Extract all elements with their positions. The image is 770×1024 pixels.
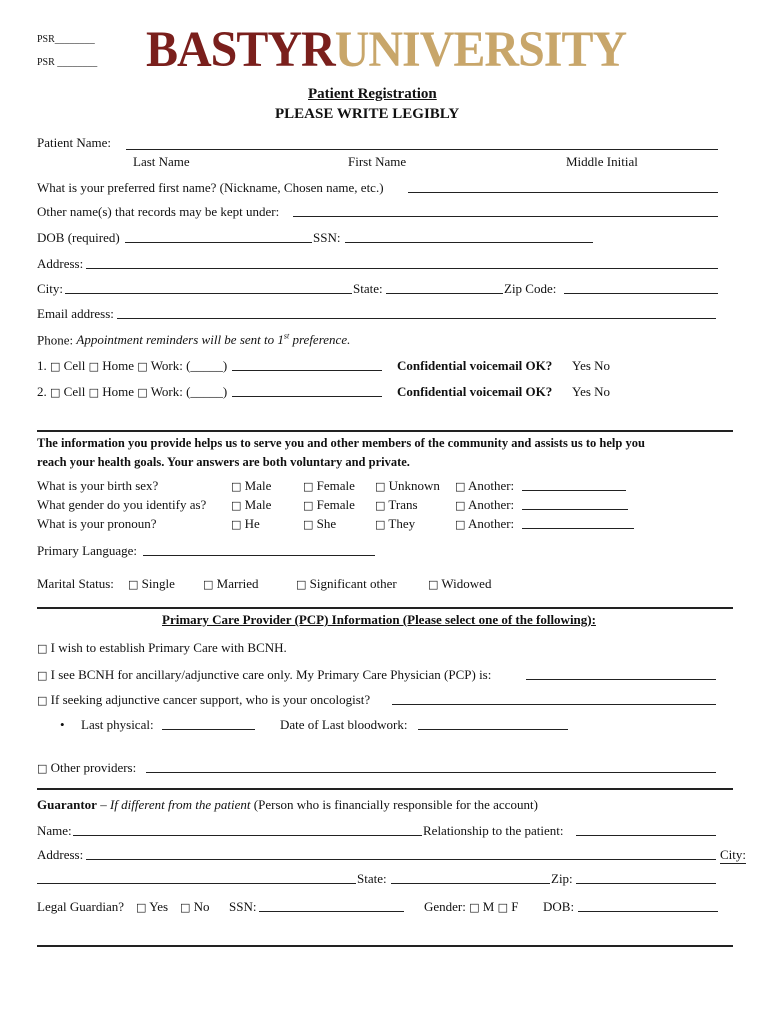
psr-field-2[interactable]: PSR ________ bbox=[37, 57, 98, 68]
bullet-icon: • bbox=[60, 717, 65, 732]
guarantor-name-label: Name: bbox=[37, 823, 72, 838]
guarantor-ssn-input[interactable] bbox=[259, 899, 404, 912]
pronoun-they[interactable]: □ They bbox=[375, 516, 416, 531]
logo-word-2: UNIVERSITY bbox=[334, 21, 627, 78]
checkbox-icon[interactable]: □ bbox=[128, 578, 139, 591]
home-option: Home bbox=[102, 358, 135, 373]
cell-option: Cell bbox=[63, 358, 86, 373]
checkbox-icon[interactable]: □ bbox=[455, 499, 466, 512]
checkbox-icon[interactable]: □ bbox=[375, 518, 386, 531]
state-label: State: bbox=[353, 281, 383, 296]
gender-female[interactable]: □ Female bbox=[303, 497, 355, 512]
guarantor-heading: Guarantor – If different from the patient (Person who is financially responsible for the account) bbox=[37, 797, 538, 812]
last-physical-input[interactable] bbox=[162, 717, 255, 730]
other-names-input[interactable] bbox=[293, 204, 718, 217]
gender-another[interactable]: □ Another: bbox=[455, 497, 515, 512]
guarantor-relationship-label: Relationship to the patient: bbox=[423, 823, 564, 838]
guarantor-relationship-input[interactable] bbox=[576, 823, 716, 836]
guarantor-name-input[interactable] bbox=[73, 823, 422, 836]
address-label: Address: bbox=[37, 256, 84, 271]
guarantor-note-detail: (Person who is financially responsible for the account) bbox=[250, 797, 538, 812]
psr-field-1[interactable]: PSR________ bbox=[37, 34, 95, 45]
section-divider bbox=[37, 945, 733, 947]
checkbox-icon[interactable]: □ bbox=[50, 386, 61, 399]
bloodwork-label: Date of Last bloodwork: bbox=[280, 717, 408, 732]
dob-input[interactable] bbox=[125, 230, 312, 243]
checkbox-icon[interactable]: □ bbox=[37, 642, 48, 655]
first-name-caption: First Name bbox=[348, 154, 407, 169]
birth-sex-male[interactable]: □ Male bbox=[231, 478, 272, 493]
checkbox-icon[interactable]: □ bbox=[136, 901, 147, 914]
guarantor-note: If different from the patient bbox=[109, 797, 251, 812]
gender-f[interactable]: F bbox=[511, 899, 519, 914]
oncologist-input[interactable] bbox=[392, 692, 716, 705]
birth-sex-question: What is your birth sex? bbox=[37, 478, 159, 493]
legal-guardian-no[interactable]: □ No bbox=[180, 899, 210, 914]
info-text-line-2: reach your health goals. Your answers are both voluntary and private. bbox=[37, 455, 410, 469]
legal-guardian-yes[interactable]: □ Yes bbox=[136, 899, 169, 914]
phone-2-input[interactable] bbox=[232, 384, 382, 397]
checkbox-icon[interactable]: □ bbox=[37, 669, 48, 682]
pronoun-another[interactable]: □ Another: bbox=[455, 516, 515, 531]
section-divider bbox=[37, 788, 733, 790]
checkbox-icon[interactable]: □ bbox=[231, 480, 242, 493]
patient-name-input[interactable] bbox=[126, 135, 718, 150]
home-option: Home bbox=[102, 384, 135, 399]
pronoun-another-input[interactable] bbox=[522, 516, 634, 529]
ssn-input[interactable] bbox=[345, 230, 593, 243]
primary-language-label: Primary Language: bbox=[37, 543, 137, 558]
checkbox-icon[interactable]: □ bbox=[303, 480, 314, 493]
phone-1-input[interactable] bbox=[232, 358, 382, 371]
pronoun-question: What is your pronoun? bbox=[37, 516, 157, 531]
university-logo bbox=[146, 21, 626, 79]
birth-sex-another[interactable]: □ Another: bbox=[455, 478, 515, 493]
ssn-label: SSN: bbox=[313, 230, 341, 245]
bloodwork-input[interactable] bbox=[418, 717, 568, 730]
last-name-caption: Last Name bbox=[133, 154, 190, 169]
address-input[interactable] bbox=[86, 256, 718, 269]
guarantor-city-label: City: bbox=[720, 847, 747, 862]
checkbox-icon[interactable]: □ bbox=[469, 901, 480, 914]
marital-widowed[interactable]: □ Widowed bbox=[428, 576, 492, 591]
pcp-option-establish[interactable]: □ I wish to establish Primary Care with BCNH. bbox=[37, 640, 287, 655]
primary-language-input[interactable] bbox=[143, 543, 375, 556]
phone-label: Phone: bbox=[37, 332, 74, 348]
gender-m[interactable]: M bbox=[482, 899, 495, 914]
info-text-line-1: The information you provide helps us to serve you and other members of the community and assists us to help you bbox=[37, 436, 645, 450]
checkbox-icon[interactable]: □ bbox=[303, 499, 314, 512]
checkbox-icon[interactable]: □ bbox=[231, 499, 242, 512]
preferred-name-input[interactable] bbox=[408, 180, 718, 193]
checkbox-icon[interactable]: □ bbox=[375, 499, 386, 512]
pronoun-he[interactable]: □ He bbox=[231, 516, 260, 531]
checkbox-icon[interactable]: □ bbox=[231, 518, 242, 531]
gender-question: What gender do you identify as? bbox=[37, 497, 207, 512]
legal-guardian-label: Legal Guardian? bbox=[37, 899, 124, 914]
checkbox-icon[interactable]: □ bbox=[203, 578, 214, 591]
checkbox-icon[interactable]: □ bbox=[303, 518, 314, 531]
marital-married[interactable]: □ Married bbox=[203, 576, 259, 591]
checkbox-icon[interactable]: □ bbox=[88, 386, 99, 399]
section-divider bbox=[37, 607, 733, 609]
city-label: City: bbox=[37, 281, 64, 296]
cell-option: Cell bbox=[63, 384, 86, 399]
voicemail-2-label: Confidential voicemail OK? bbox=[397, 384, 553, 399]
marital-significant-other[interactable]: □ Significant other bbox=[296, 576, 397, 591]
city-input[interactable] bbox=[65, 281, 352, 294]
guarantor-address-label: Address: bbox=[37, 847, 84, 862]
form-subtitle: PLEASE WRITE LEGIBLY bbox=[275, 106, 460, 122]
pcp-option-ancillary[interactable]: □ I see BCNH for ancillary/adjunctive care only. My Primary Care Physician (PCP) is: bbox=[37, 667, 492, 682]
last-physical-label: Last physical: bbox=[81, 717, 154, 732]
guarantor-dob-label: DOB: bbox=[543, 899, 575, 914]
checkbox-icon[interactable]: □ bbox=[180, 901, 191, 914]
patient-name-label: Patient Name: bbox=[37, 135, 112, 150]
voicemail-1-label: Confidential voicemail OK? bbox=[397, 358, 553, 373]
zip-input[interactable] bbox=[564, 281, 718, 294]
email-label: Email address: bbox=[37, 306, 114, 321]
guarantor-gender bbox=[424, 899, 518, 915]
checkbox-icon[interactable]: □ bbox=[375, 480, 386, 493]
guarantor-zip-label: Zip: bbox=[551, 871, 573, 886]
pcp-option-oncologist[interactable]: □ If seeking adjunctive cancer support, who is your oncologist? bbox=[37, 692, 371, 707]
guarantor-title: Guarantor bbox=[37, 797, 97, 812]
checkbox-icon[interactable]: □ bbox=[137, 360, 148, 373]
guarantor-address-input[interactable] bbox=[86, 847, 716, 860]
phone-note: Appointment reminders will be sent to 1st preference. bbox=[76, 332, 351, 348]
phone-row-2 bbox=[37, 384, 227, 400]
guarantor-ssn-label: SSN: bbox=[229, 899, 257, 914]
gender-label: Gender: bbox=[424, 899, 466, 914]
state-input[interactable] bbox=[386, 281, 503, 294]
other-providers-input[interactable] bbox=[146, 760, 716, 773]
checkbox-icon[interactable]: □ bbox=[88, 360, 99, 373]
work-option: Work: (_____) bbox=[150, 384, 228, 399]
birth-sex-unknown[interactable]: □ Unknown bbox=[375, 478, 440, 493]
checkbox-icon[interactable]: □ bbox=[497, 901, 508, 914]
guarantor-zip-input[interactable] bbox=[576, 871, 716, 884]
checkbox-icon[interactable]: □ bbox=[137, 386, 148, 399]
checkbox-icon[interactable]: □ bbox=[296, 578, 307, 591]
phone-row-number: 2. bbox=[37, 384, 47, 399]
email-input[interactable] bbox=[117, 306, 716, 319]
pronoun-she[interactable]: □ She bbox=[303, 516, 337, 531]
guarantor-state-input[interactable] bbox=[391, 871, 550, 884]
form-title: Patient Registration bbox=[308, 86, 437, 102]
section-divider bbox=[37, 430, 733, 432]
checkbox-icon[interactable]: □ bbox=[428, 578, 439, 591]
other-providers[interactable]: □ Other providers: bbox=[37, 760, 137, 775]
checkbox-icon[interactable]: □ bbox=[455, 518, 466, 531]
gender-another-input[interactable] bbox=[522, 497, 628, 510]
gender-trans[interactable]: □ Trans bbox=[375, 497, 418, 512]
checkbox-icon[interactable]: □ bbox=[37, 694, 48, 707]
preferred-name-label: What is your preferred first name? (Nickname, Chosen name, etc.) bbox=[37, 180, 384, 195]
voicemail-2-yes-no[interactable]: Yes No bbox=[572, 384, 611, 399]
phone-label-row bbox=[37, 332, 350, 348]
logo-word-1: BASTYR bbox=[146, 21, 335, 78]
checkbox-icon[interactable]: □ bbox=[455, 480, 466, 493]
phone-row-number: 1. bbox=[37, 358, 47, 373]
pcp-physician-input[interactable] bbox=[526, 667, 716, 680]
work-option: Work: (_____) bbox=[150, 358, 228, 373]
other-names-label: Other name(s) that records may be kept under: bbox=[37, 204, 280, 219]
middle-initial-caption: Middle Initial bbox=[566, 154, 638, 169]
voicemail-1-yes-no[interactable]: Yes No bbox=[572, 358, 611, 373]
guarantor-dob-input[interactable] bbox=[578, 899, 718, 912]
birth-sex-another-input[interactable] bbox=[522, 478, 626, 491]
guarantor-city-input[interactable] bbox=[37, 871, 356, 884]
pcp-heading: Primary Care Provider (PCP) Information (Please select one of the following): bbox=[162, 612, 596, 627]
guarantor-state-label: State: bbox=[357, 871, 387, 886]
birth-sex-female[interactable]: □ Female bbox=[303, 478, 355, 493]
marital-single[interactable]: □ Single bbox=[128, 576, 175, 591]
marital-status-label: Marital Status: bbox=[37, 576, 114, 591]
checkbox-icon[interactable]: □ bbox=[37, 762, 48, 775]
zip-label: Zip Code: bbox=[504, 281, 557, 296]
gender-male[interactable]: □ Male bbox=[231, 497, 272, 512]
phone-row-1 bbox=[37, 358, 227, 374]
dob-label: DOB (required) bbox=[37, 230, 120, 245]
checkbox-icon[interactable]: □ bbox=[50, 360, 61, 373]
